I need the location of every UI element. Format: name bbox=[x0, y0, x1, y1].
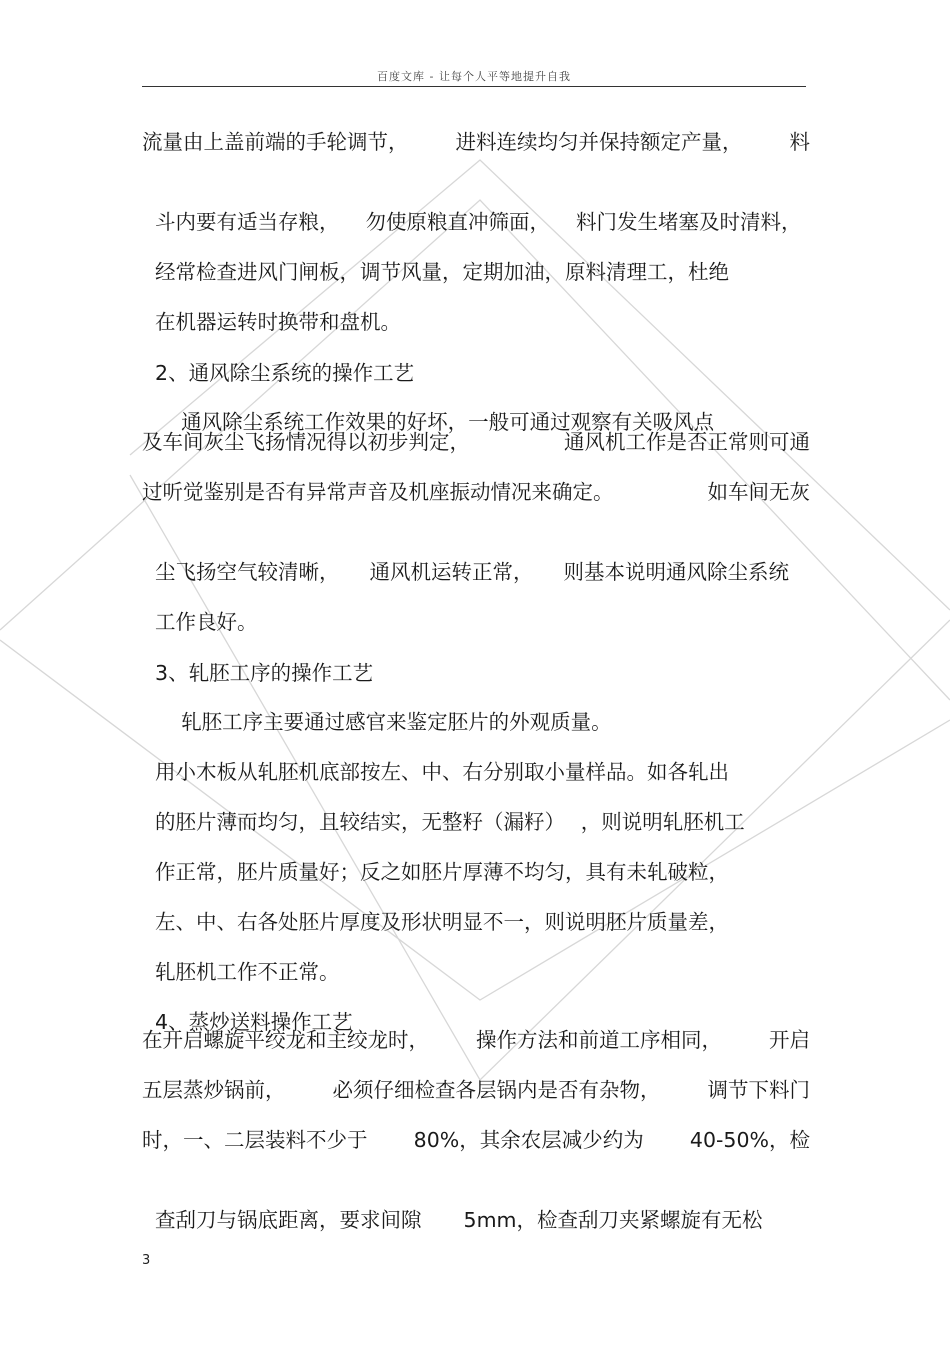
text-segment: 料门发生堵塞及时清料， bbox=[576, 210, 802, 234]
text-line bbox=[142, 277, 810, 334]
text-segment: ，则说明轧胚机工 bbox=[580, 810, 745, 834]
text-line bbox=[142, 577, 810, 634]
text-line bbox=[142, 427, 810, 457]
text-line bbox=[142, 177, 810, 234]
text-line bbox=[142, 1025, 810, 1055]
text-line bbox=[142, 377, 810, 434]
text-line bbox=[142, 227, 810, 284]
header-rule bbox=[142, 86, 806, 87]
text-line bbox=[142, 877, 810, 934]
page-header: 百度文库 - 让每个人平等地提升自我 bbox=[377, 70, 571, 83]
text-segment: 轧胚工序主要通过感官来鉴定胚片的外观质量。 bbox=[155, 710, 612, 734]
text-segment: 作正常，胚片质量好；反之如胚片厚薄不均匀，具有未轧破粒， bbox=[155, 860, 730, 884]
text-segment: 时，一、二层装料不少于 bbox=[142, 1128, 368, 1152]
text-segment: 3、轧胚工序的操作工艺 bbox=[155, 661, 374, 685]
text-segment: 调节下料门 bbox=[707, 1078, 810, 1102]
text-segment: 80%，其余农层减少约为 bbox=[413, 1128, 644, 1152]
text-line bbox=[142, 727, 810, 784]
text-line bbox=[142, 1075, 810, 1105]
text-segment: 5mm，检查刮刀夹紧螺旋有无松 bbox=[463, 1208, 763, 1232]
text-segment: 则基本说明通风除尘系统 bbox=[563, 560, 790, 584]
text-segment: 过听觉鉴别是否有异常声音及机座振动情况来确定。 bbox=[142, 480, 614, 504]
text-line bbox=[142, 1125, 810, 1155]
text-segment: 工作良好。 bbox=[155, 610, 258, 634]
text-segment: 料 bbox=[789, 130, 810, 154]
section-heading bbox=[142, 977, 810, 1034]
text-segment: 五层蒸炒锅前， bbox=[142, 1078, 286, 1102]
text-segment: 及车间灰尘飞扬情况得以初步判定， bbox=[142, 430, 470, 454]
text-segment: 40-50%，检 bbox=[689, 1128, 810, 1152]
text-segment: 查刮刀与锅底距离，要求间隙 bbox=[155, 1208, 422, 1232]
text-segment: 经常检查进风门闸板，调节风量，定期加油，原料清理工，杜绝 bbox=[155, 260, 730, 284]
text-segment: 在机器运转时换带和盘机。 bbox=[155, 310, 402, 334]
text-segment: 用小木板从轧胚机底部按左、中、右分别取小量样品。如各轧出 bbox=[155, 760, 730, 784]
text-line bbox=[142, 527, 810, 584]
text-segment: 通风除尘系统工作效果的好坏，一般可通过观察有关吸风点 bbox=[155, 410, 715, 434]
text-line bbox=[142, 927, 810, 984]
text-line bbox=[142, 1175, 810, 1232]
text-segment: 必须仔细检查各层锅内是否有杂物， bbox=[332, 1078, 661, 1102]
text-segment: 4、蒸炒送料操作工艺 bbox=[155, 1010, 353, 1034]
text-segment: 流量由上盖前端的手轮调节， bbox=[142, 130, 409, 154]
text-segment: 的胚片薄而均匀，且较结实，无整籽（漏籽） bbox=[155, 810, 555, 834]
page-number: 3 bbox=[142, 1253, 151, 1268]
text-segment: 如车间无灰 bbox=[707, 480, 810, 504]
text-line bbox=[142, 677, 810, 734]
section-heading bbox=[142, 628, 810, 685]
text-segment: 轧胚机工作不正常。 bbox=[155, 960, 340, 984]
text-segment: 开启 bbox=[769, 1028, 810, 1052]
text-segment: 尘飞扬空气较清晰， bbox=[155, 560, 340, 584]
text-line bbox=[142, 477, 810, 507]
text-segment: 在开启螺旋平绞龙和主绞龙时， bbox=[142, 1028, 429, 1052]
section-heading bbox=[142, 328, 810, 385]
text-line bbox=[142, 777, 810, 834]
text-segment: 进料连续均匀并保持额定产量， bbox=[455, 130, 743, 154]
text-segment: 左、中、右各处胚片厚度及形状明显不一，则说明胚片质量差， bbox=[155, 910, 730, 934]
text-line bbox=[142, 827, 810, 884]
text-segment: 通风机运转正常， bbox=[369, 560, 534, 584]
text-line bbox=[142, 127, 810, 157]
text-segment: 操作方法和前道工序相同， bbox=[476, 1028, 722, 1052]
text-segment: 勿使原粮直冲筛面， bbox=[365, 210, 551, 234]
text-segment: 斗内要有适当存粮， bbox=[155, 210, 340, 234]
text-segment: 通风机工作是否正常则可通 bbox=[564, 430, 810, 454]
text-segment: 2、通风除尘系统的操作工艺 bbox=[155, 361, 415, 385]
